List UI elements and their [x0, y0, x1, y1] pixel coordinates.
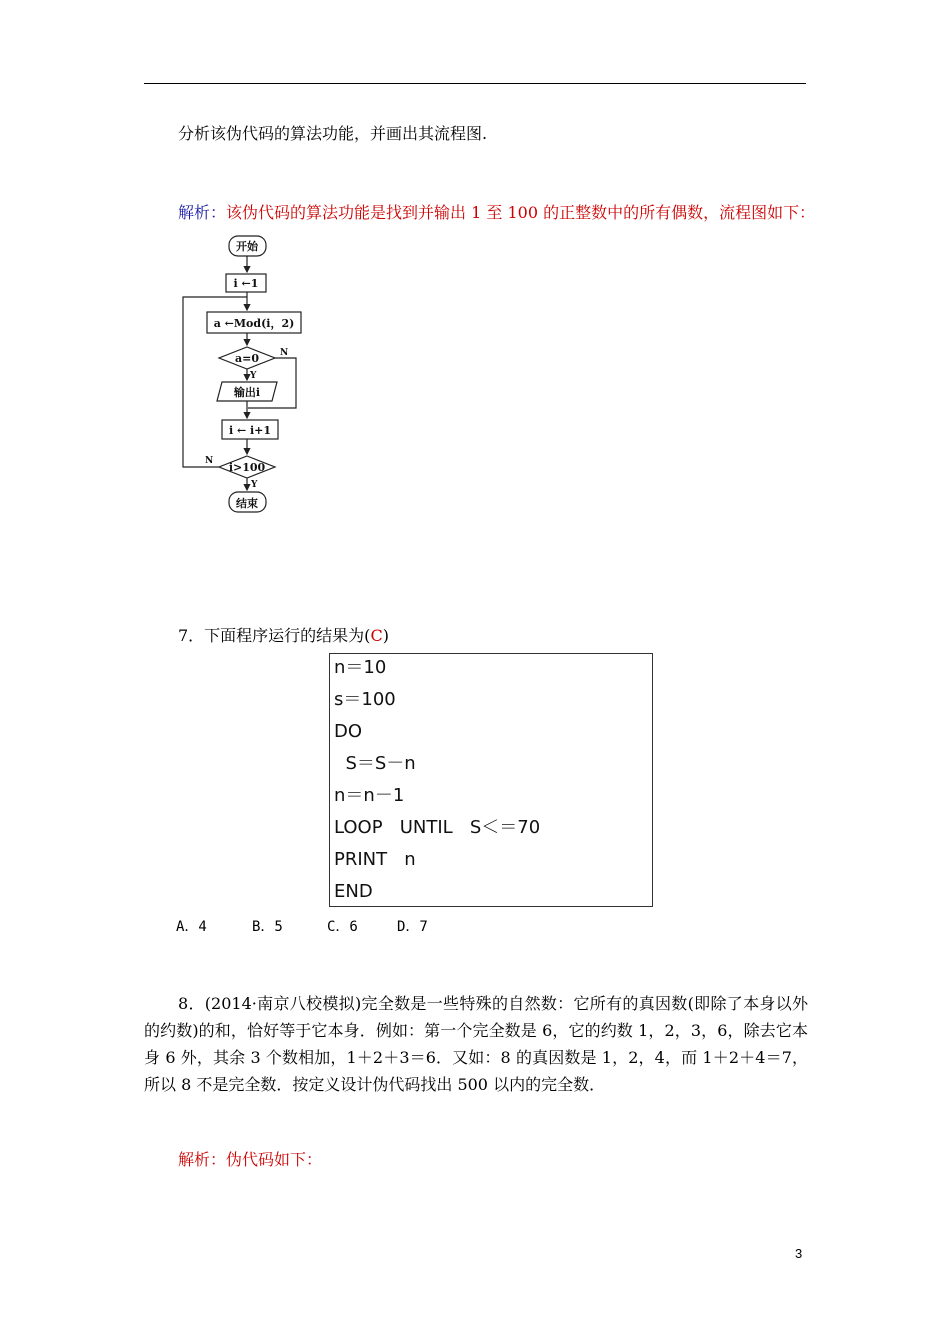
code-line: LOOP UNTIL S＜＝70 [334, 817, 541, 838]
solution-label: 解析： [178, 203, 227, 222]
q6-solution [178, 203, 815, 223]
mod-label: a ←Mod(i，2) [213, 317, 295, 330]
q6-tail-text: 分析该伪代码的算法功能，并画出其流程图. [178, 124, 488, 143]
q8-solution: 解析：伪代码如下： [178, 1150, 323, 1169]
output-label: 输出i [233, 386, 261, 399]
incr-label: i ← i+1 [228, 424, 272, 437]
choice-a: A．4 [176, 919, 207, 935]
start-label: 开始 [236, 240, 258, 253]
q7-answer: C [370, 626, 383, 645]
q8-text: 8．(2014·南京八校模拟)完全数是一些特殊的自然数：它所有的真因数(即除了本身以外的约数)的和，恰好等于它本身．例如：第一个完全数是 6，它的约数 1，2，3，6，除去它本身 6 外，其余 3 个数相加，1＋2＋3＝6．又如：8 的真因数是 1，2，4，而 1＋2＋4＝7，所以 8 不是完全数．按定义设计伪代码找出 500 以内的完全数． [144, 994, 808, 1094]
program-code-box [329, 653, 653, 907]
cond2-yes: Y [251, 480, 258, 490]
cond1-yes: Y [250, 371, 257, 381]
q7-stem [178, 626, 389, 646]
init-label: i ←1 [233, 277, 259, 290]
code-line: S＝S－n [334, 753, 416, 774]
code-line: s＝100 [334, 689, 396, 710]
code-line: n＝10 [334, 657, 387, 678]
cond1-label: a=0 [235, 352, 259, 365]
choice-d: D．7 [397, 919, 428, 935]
code-line: PRINT n [334, 849, 416, 870]
choice-c: C．6 [327, 919, 358, 935]
choice-b: B．5 [252, 919, 283, 935]
q7-stem-text: 7．下面程序运行的结果为( [178, 626, 371, 645]
solution-text: 该伪代码的算法功能是找到并输出 1 至 100 的正整数中的所有偶数，流程图如下： [226, 203, 816, 222]
cond2-label: i>100 [228, 461, 266, 474]
code-line: END [334, 881, 373, 902]
cond1-no: N [280, 348, 289, 358]
header-rule [144, 83, 806, 84]
code-line: n＝n－1 [334, 785, 405, 806]
end-label: 结束 [236, 497, 258, 510]
flowchart [176, 232, 316, 517]
code-line: DO [334, 721, 363, 742]
cond2-no: N [205, 456, 214, 466]
page-number: 3 [795, 1246, 803, 1261]
q7-close: ) [382, 626, 389, 645]
